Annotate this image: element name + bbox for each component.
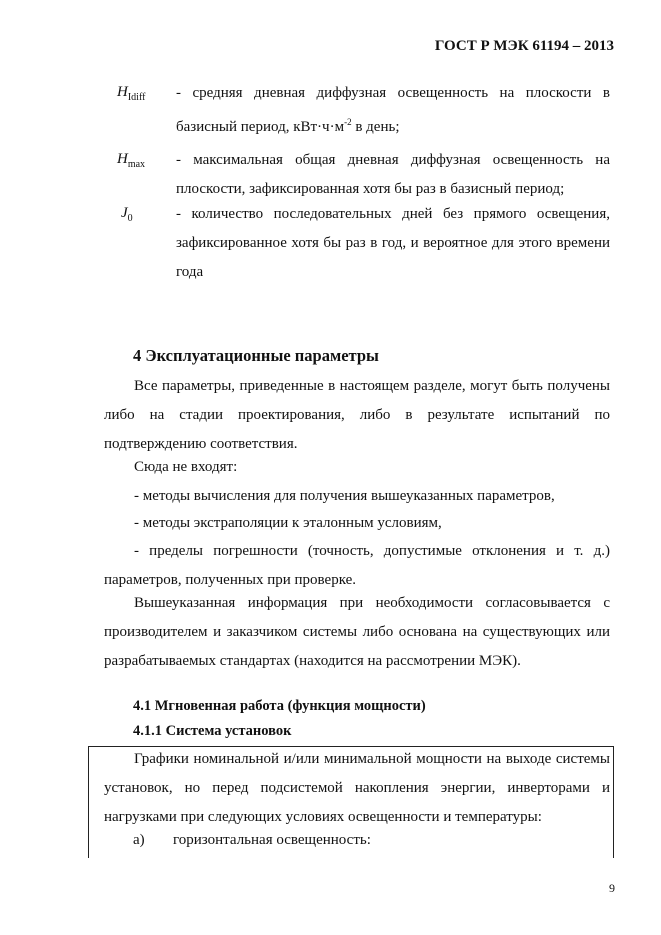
symbol-main: H — [117, 151, 128, 167]
paragraph: Сюда не входят: — [134, 459, 238, 475]
page-number: 9 — [609, 881, 615, 895]
symbol-main: H — [117, 84, 128, 100]
subsection-heading: 4.1 Мгновенная работа (функция мощности) — [133, 698, 426, 714]
document-header: ГОСТ Р МЭК 61194 – 2013 — [434, 38, 614, 54]
list-text: горизонтальная освещенность: — [173, 832, 371, 848]
definition-text: - максимальная общая дневная диффузная освещенность на плоскости, зафиксированная хотя бы раз в базисный период; — [176, 152, 610, 197]
list-item-dash: - пределы погрешности (точность, допустимые отклонения и т. д.) параметров, полученных при проверке. — [104, 543, 610, 588]
definition-superscript: -2 — [344, 117, 352, 127]
subsubsection-heading: 4.1.1 Система установок — [133, 723, 292, 739]
definition-text — [176, 79, 610, 142]
list-item-dash: - методы экстраполяции к эталонным условиям, — [134, 515, 442, 531]
symbol-h-max — [117, 151, 145, 170]
symbol-main: J — [121, 205, 128, 221]
list-item-dash: - методы вычисления для получения вышеуказанных параметров, — [134, 488, 555, 504]
definition-text-main: - средняя дневная диффузная освещенность на плоскости в базисный период, кВт·ч·м — [176, 85, 610, 135]
symbol-h-idiff — [117, 84, 145, 103]
symbol-sub: 0 — [127, 213, 133, 224]
boxed-paragraph: Графики номинальной и/или минимальной мощности на выходе системы установок, но перед подсистемой накопления энергии, инверторами и нагрузками при следующих условиях освещенности и температуры: — [104, 751, 610, 825]
list-label: а) — [133, 832, 145, 848]
paragraph: Вышеуказанная информация при необходимости согласовывается с производителем и заказчиком системы либо основана на существующих или разрабатываемых стандартах (находится на рассмотрении МЭК). — [104, 595, 610, 669]
list-item-a — [133, 832, 371, 849]
symbol-sub: max — [127, 159, 146, 170]
definition-text-end: в день; — [351, 119, 400, 135]
definition-text: - количество последовательных дней без прямого освещения, зафиксированное хотя бы раз в год, и вероятное для этого времени года — [176, 206, 610, 280]
symbol-j0 — [121, 205, 133, 224]
section-heading: 4 Эксплуатационные параметры — [133, 346, 379, 365]
paragraph: Все параметры, приведенные в настоящем разделе, могут быть получены либо на стадии проектирования, либо в результате испытаний по подтверждению соответствия. — [104, 378, 610, 452]
symbol-sub: Idiff — [127, 92, 146, 103]
